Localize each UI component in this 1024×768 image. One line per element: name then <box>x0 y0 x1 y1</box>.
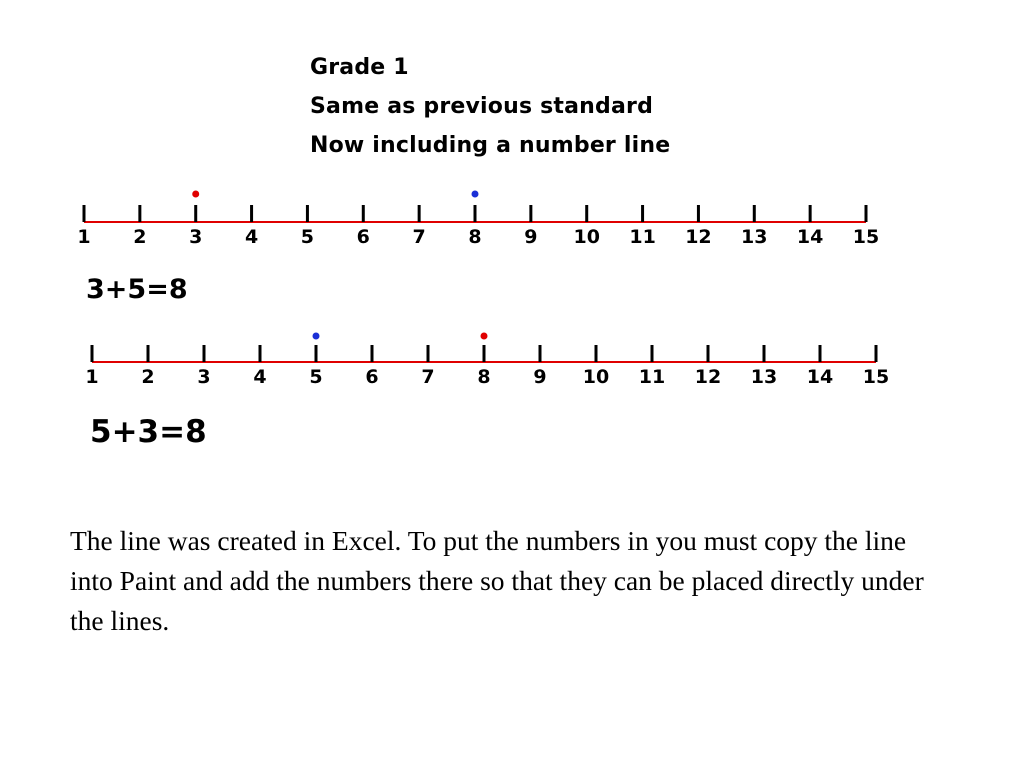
tick-label: 8 <box>468 226 482 248</box>
tick-label: 4 <box>253 366 267 388</box>
tick-label: 9 <box>524 226 538 248</box>
tick-label: 14 <box>806 366 834 388</box>
subtitle-previous-standard: Same as previous standard <box>310 94 654 119</box>
tick-label: 2 <box>141 366 155 388</box>
tick-label: 12 <box>694 366 722 388</box>
equation-first: 3+5=8 <box>86 274 188 305</box>
tick-label: 7 <box>421 366 435 388</box>
tick-label: 3 <box>189 226 203 248</box>
tick-label: 1 <box>77 226 91 248</box>
tick-label: 9 <box>533 366 547 388</box>
tick-label: 7 <box>412 226 426 248</box>
tick-label: 10 <box>573 226 600 248</box>
marker-dot <box>481 333 488 340</box>
tick-label: 8 <box>477 366 491 388</box>
tick-label: 2 <box>133 226 147 248</box>
subtitle-number-line: Now including a number line <box>310 133 671 158</box>
tick-label: 11 <box>629 226 656 248</box>
grade-title: Grade 1 <box>310 55 409 80</box>
tick-label: 5 <box>309 366 323 388</box>
tick-label: 15 <box>862 366 890 388</box>
explanation-text: The line was created in Excel. To put the numbers in you must copy the line into Paint and add the numbers there so that they can be placed directly under the lines. <box>70 525 924 636</box>
marker-dot <box>313 333 320 340</box>
tick-label: 11 <box>638 366 666 388</box>
tick-label: 13 <box>741 226 768 248</box>
tick-label: 12 <box>685 226 712 248</box>
tick-label: 5 <box>300 226 315 248</box>
tick-label: 15 <box>852 226 880 248</box>
tick-label: 1 <box>85 366 99 388</box>
tick-label: 4 <box>244 226 259 248</box>
tick-label: 6 <box>365 366 379 388</box>
tick-label: 6 <box>356 226 370 248</box>
tick-label: 14 <box>796 226 824 248</box>
tick-label: 3 <box>197 366 211 388</box>
equation-second: 5+3=8 <box>90 414 207 450</box>
tick-label: 13 <box>750 366 778 388</box>
tick-label: 10 <box>582 366 610 388</box>
